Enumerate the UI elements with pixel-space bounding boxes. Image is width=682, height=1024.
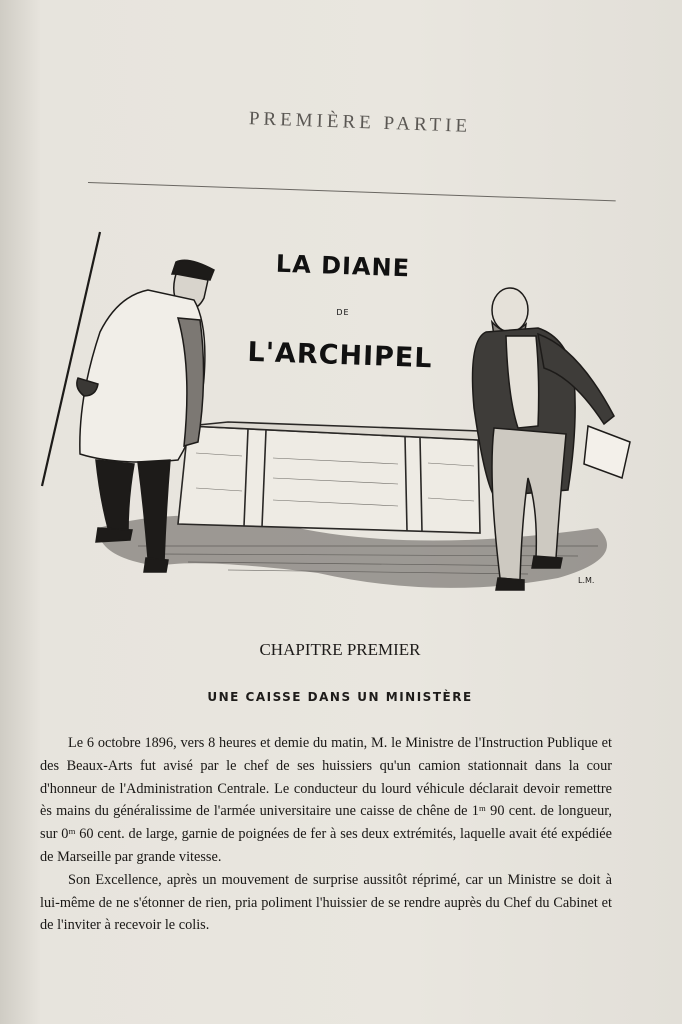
crate-carriers-illustration [38, 228, 638, 608]
body-text [40, 732, 612, 937]
paragraph-2: Son Excellence, après un mouvement de surprise aussitôt réprimé, car un Ministre se doit à lui-même de ne s'étonner de rien, pria poliment l'huissier de se rendre auprès du Chef du Cabinet et de l'inviter à recevoir le colis. [40, 871, 612, 934]
illustration-title-line2: DE [336, 308, 350, 317]
chapter-subtitle: UNE CAISSE DANS UN MINISTÈRE [207, 690, 473, 704]
paragraph-1: Le 6 octobre 1896, vers 8 heures et demie du matin, M. le Ministre de l'Instruction Publique et des Beaux-Arts fut avisé par le chef de ses huissiers qu'un camion stationnait dans la cour d'honneur de l'Administration Centrale. Le conducteur du lourd véhicule déclarait devoir remettre ès mains du généralissime de l'armée universitaire une caisse de chêne de 1ᵐ 90 cent. de longueur, sur 0ᵐ 60 cent. de large, garnie de poignées de fer à ses deux extrémités, laquelle avait été expédiée de Marseille par grande vitesse. [40, 735, 612, 865]
part-title: PREMIÈRE PARTIE [248, 108, 472, 137]
wooden-crate [178, 422, 508, 533]
chapter-title: CHAPITRE PREMIER [259, 640, 421, 659]
illustration-title-line1: LA DIANE [275, 249, 411, 283]
artist-signature: L.M. [578, 576, 595, 585]
header-rule [88, 182, 616, 201]
illustration-title-line3: L'ARCHIPEL [246, 336, 434, 375]
